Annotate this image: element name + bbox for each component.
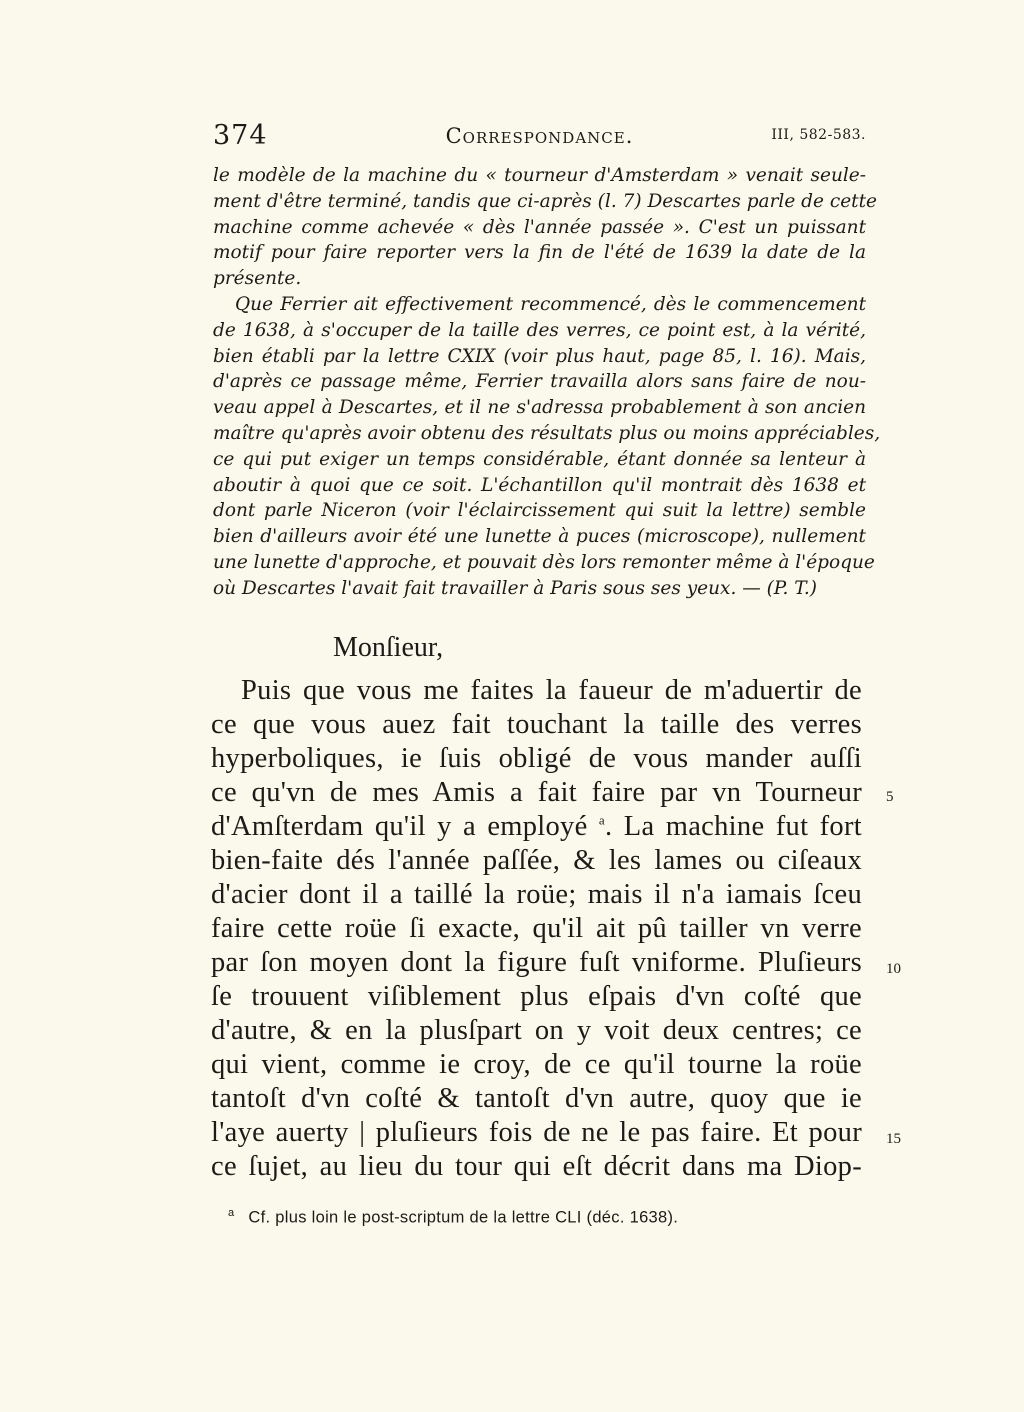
- letter-line: ce qu'vn de mes Amis a fait faire par vn Tourneur: [211, 777, 862, 808]
- letter-line: faire cette roüe ſi exacte, qu'il ait pû tailler vn verre: [211, 913, 862, 944]
- note-line: bien établi par la lettre CXIX (voir plus haut, page 85, l. 16). Mais,: [213, 345, 866, 367]
- editorial-note: [213, 163, 881, 602]
- letter-salutation: Monſieur,: [333, 632, 444, 663]
- running-head: [213, 120, 866, 154]
- letter-line: d'autre, & en la plusſpart on y voit deux centres; ce: [211, 1015, 862, 1046]
- letter-line: bien-faite dés l'année paſſée, & les lames ou ciſeaux: [211, 845, 862, 876]
- letter-line: d'acier dont il a taillé la roüe; mais il n'a iamais ſceu: [211, 879, 862, 910]
- note-line: présente.: [213, 268, 302, 290]
- letter-line: hyperboliques, ie ſuis obligé de vous mander auſſi: [211, 743, 862, 774]
- letter-line: tantoſt d'vn coſté & tantoſt d'vn autre, quoy que ie: [211, 1083, 862, 1114]
- letter-line: par ſon moyen dont la figure fuſt vniforme. Pluſieurs: [211, 947, 862, 978]
- footnote: [228, 1207, 678, 1228]
- note-line: Que Ferrier ait effectivement recommencé, dès le commencement: [235, 293, 866, 315]
- volume-page-reference: III, 582-583.: [771, 127, 866, 143]
- note-line: une lunette d'approche, et pouvait dès lors remonter même à l'époque: [213, 551, 875, 573]
- note-line: de 1638, à s'occuper de la taille des verres, ce point est, à la vérité,: [213, 319, 866, 341]
- page-number: 374: [213, 120, 268, 151]
- letter-line: ce ſujet, au lieu du tour qui eſt décrit dans ma Diop-: [211, 1151, 862, 1182]
- note-line: aboutir à quoi que ce soit. L'échantillon qu'il montrait dès 1638 et: [213, 474, 866, 496]
- running-title: Correspondance.: [445, 124, 634, 148]
- line-number: 10: [886, 961, 901, 977]
- letter-body: [211, 674, 862, 1184]
- note-line: ment d'être terminé, tandis que ci-après (l. 7) Descartes parle de cette: [213, 190, 877, 212]
- letter-line: qui vient, comme ie croy, de ce qu'il tourne la roüe: [211, 1049, 862, 1080]
- footnote-text: Cf. plus loin le post-scriptum de la lettre CLI (déc. 1638).: [248, 1208, 679, 1227]
- note-line: maître qu'après avoir obtenu des résultats plus ou moins appréciables,: [213, 422, 881, 444]
- footnote-reference: a: [598, 812, 605, 828]
- line-number: 5: [886, 789, 894, 805]
- note-line: machine comme achevée « dès l'année passée ». C'est un puissant: [213, 216, 866, 238]
- letter-line-text: d'Amſterdam qu'il y a employé: [211, 811, 588, 842]
- note-line: dont parle Niceron (voir l'éclaircissement qui suit la lettre) semble: [213, 500, 866, 522]
- letter-line: Puis que vous me faites la faueur de m'aduertir de: [241, 675, 862, 706]
- letter-line: l'aye auerty | pluſieurs fois de ne le pas faire. Et pour: [211, 1117, 862, 1148]
- note-line: où Descartes l'avait fait travailler à Paris sous ses yeux. — (P. T.): [213, 577, 817, 599]
- letter-line: ce que vous auez fait touchant la taille des verres: [211, 709, 862, 740]
- note-line: le modèle de la machine du « tourneur d'Amsterdam » venait seule-: [213, 165, 866, 186]
- letter-line: ſe trouuent viſiblement plus eſpais d'vn coſté que: [211, 981, 862, 1012]
- footnote-marker: a: [228, 1207, 235, 1219]
- note-line: motif pour faire reporter vers la fin de l'été de 1639 la date de la: [213, 242, 866, 264]
- note-line: bien d'ailleurs avoir été une lunette à puces (microscope), nullement: [213, 526, 866, 548]
- letter-line-text: . La machine fut fort: [604, 811, 862, 842]
- letter-line-with-footnote-ref: [211, 810, 862, 844]
- note-line: d'après ce passage même, Ferrier travailla alors sans faire de nou-: [213, 371, 866, 393]
- note-paragraph-2: [213, 292, 881, 602]
- note-line: ce qui put exiger un temps considérable, étant donnée sa lenteur à: [213, 448, 866, 470]
- line-number: 15: [886, 1131, 901, 1147]
- note-line: veau appel à Descartes, et il ne s'adressa probablement à son ancien: [213, 397, 866, 419]
- note-paragraph-1: [213, 163, 877, 292]
